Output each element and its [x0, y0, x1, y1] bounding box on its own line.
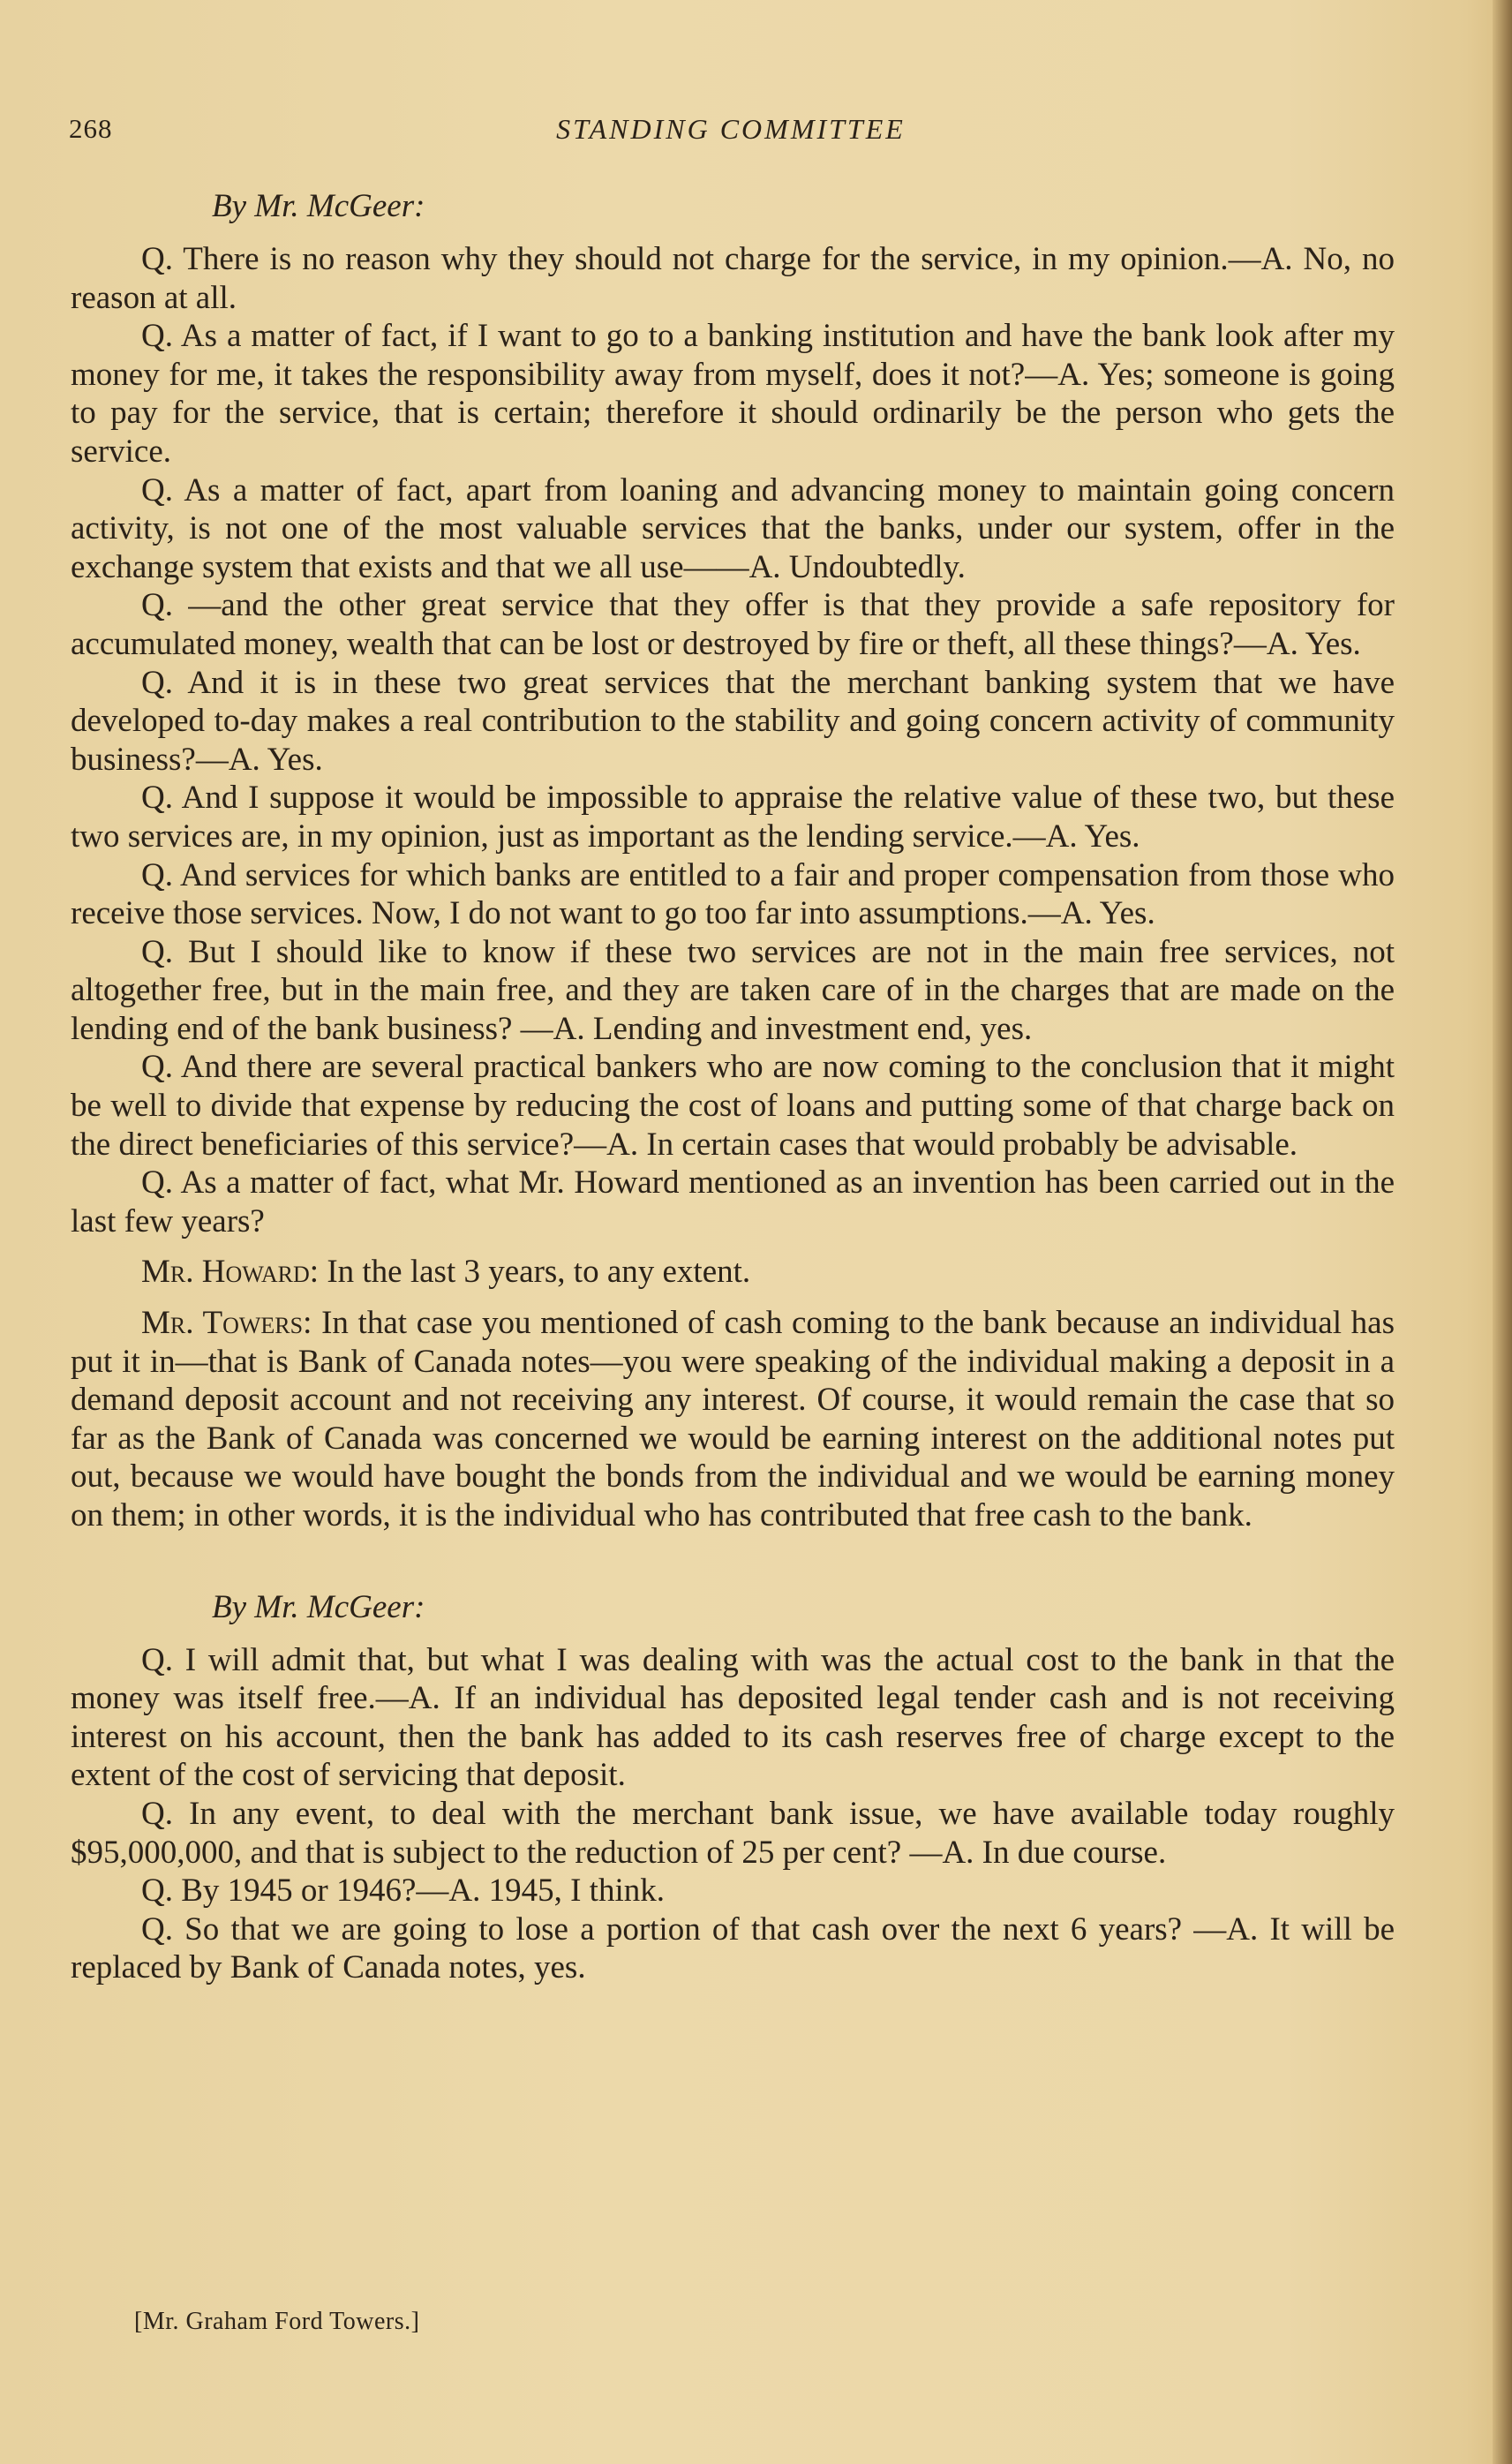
qa-paragraph: Q. By 1945 or 1946?—A. 1945, I think.: [141, 1872, 665, 1910]
qa-paragraph: Q. There is no reason why they should not charge for the service, in my opinion.—A. No, no reason at all.: [71, 241, 1395, 316]
qa-paragraph: Q. As a matter of fact, apart from loaning and advancing money to maintain going concern activity, is not one of the most valuable services that the banks, under our system, offer in the exchange system that exists and that we all use——A. Undoubtedly.: [71, 471, 1395, 585]
statement-text: : In the last 3 years, to any extent.: [309, 1254, 751, 1291]
page-binding-edge: [1493, 0, 1512, 2464]
section-heading: By Mr. McGeer:: [212, 1588, 425, 1625]
qa-paragraph: Q. So that we are going to lose a portion of that cash over the next 6 years? —A. It will be replaced by Bank of Canada notes, yes.: [71, 1910, 1395, 1986]
running-head: STANDING COMMITTEE: [556, 113, 906, 145]
qa-paragraph: Q. —and the other great service that they offer is that they provide a safe repository for accumulated money, wealth that can be lost or destroyed by fire or theft, all these things?—A. Yes.: [71, 587, 1395, 662]
statement-text: : In that case you mentioned of cash coming to the bank because an individual has put it in—that is Bank of Canada notes—you were speaking of the individual making a deposit in a demand deposit account and not receiving any interest. Of course, it would remain the case that so far as the Bank of Canada was concerned we would be earning interest on the additional notes put out, because we would have bought the bonds from the individual and we would be earning money on them; in other words, it is the individual who has contributed that free cash to the bank.: [71, 1305, 1395, 1533]
qa-paragraph: Q. I will admit that, but what I was dealing with was the actual cost to the bank in that the money was itself free.—A. If an individual has deposited legal tender cash and is not receiving interest on his account, then the bank has added to its cash reserves free of charge except to the extent of the cost of servicing that deposit.: [71, 1641, 1395, 1794]
qa-paragraph: Q. And there are several practical bankers who are now coming to the conclusion that it might be well to divide that expense by reducing the cost of loans and putting some of that charge back on the direct beneficiaries of this service?—A. In certain cases that would probably be advisable.: [71, 1049, 1395, 1163]
qa-paragraph: Q. In any event, to deal with the merchant bank issue, we have available today roughly $95,000,000, and that is subject to the reduction of 25 per cent? —A. In due course.: [71, 1795, 1395, 1871]
qa-paragraph: Q. And I suppose it would be impossible to appraise the relative value of these two, but these two services are, in my opinion, just as important as the lending service.—A. Yes.: [71, 780, 1395, 855]
speaker-name: Mr. Howard: [141, 1254, 310, 1291]
qa-paragraph: Q. As a matter of fact, if I want to go to a banking institution and have the bank look after my money for me, it takes the responsibility away from myself, does it not?—A. Yes; someone is going to pay for the service, that is certain; therefore it should ordinarily be the person who gets the service.: [71, 318, 1395, 470]
speaker-name: Mr. Towers: [141, 1305, 304, 1342]
qa-paragraph: Q. And services for which banks are entitled to a fair and proper compensation from those who receive those services. Now, I do not want to go too far into assumptions.—A. Yes.: [71, 856, 1395, 932]
qa-paragraph: Q. And it is in these two great services that the merchant banking system that we have developed to-day makes a real contribution to the stability and going concern activity of community business?—A. Yes.: [71, 664, 1395, 778]
transcript-body: [71, 187, 1395, 1987]
page-number: 268: [69, 113, 113, 144]
section-heading: By Mr. McGeer:: [212, 188, 425, 224]
speaker-statement-towers: [71, 1304, 1395, 1535]
qa-paragraph: Q. As a matter of fact, what Mr. Howard mentioned as an invention has been carried out in the last few years?: [71, 1164, 1395, 1240]
speaker-statement-howard: [71, 1253, 1395, 1292]
witness-note: [Mr. Graham Ford Towers.]: [134, 2308, 420, 2335]
page-header: [69, 113, 1393, 157]
qa-paragraph: Q. But I should like to know if these two services are not in the main free services, not altogether free, but in the main free, and they are taken care of in the charges that are made on the lending end of the bank business? —A. Lending and investment end, yes.: [71, 933, 1395, 1047]
